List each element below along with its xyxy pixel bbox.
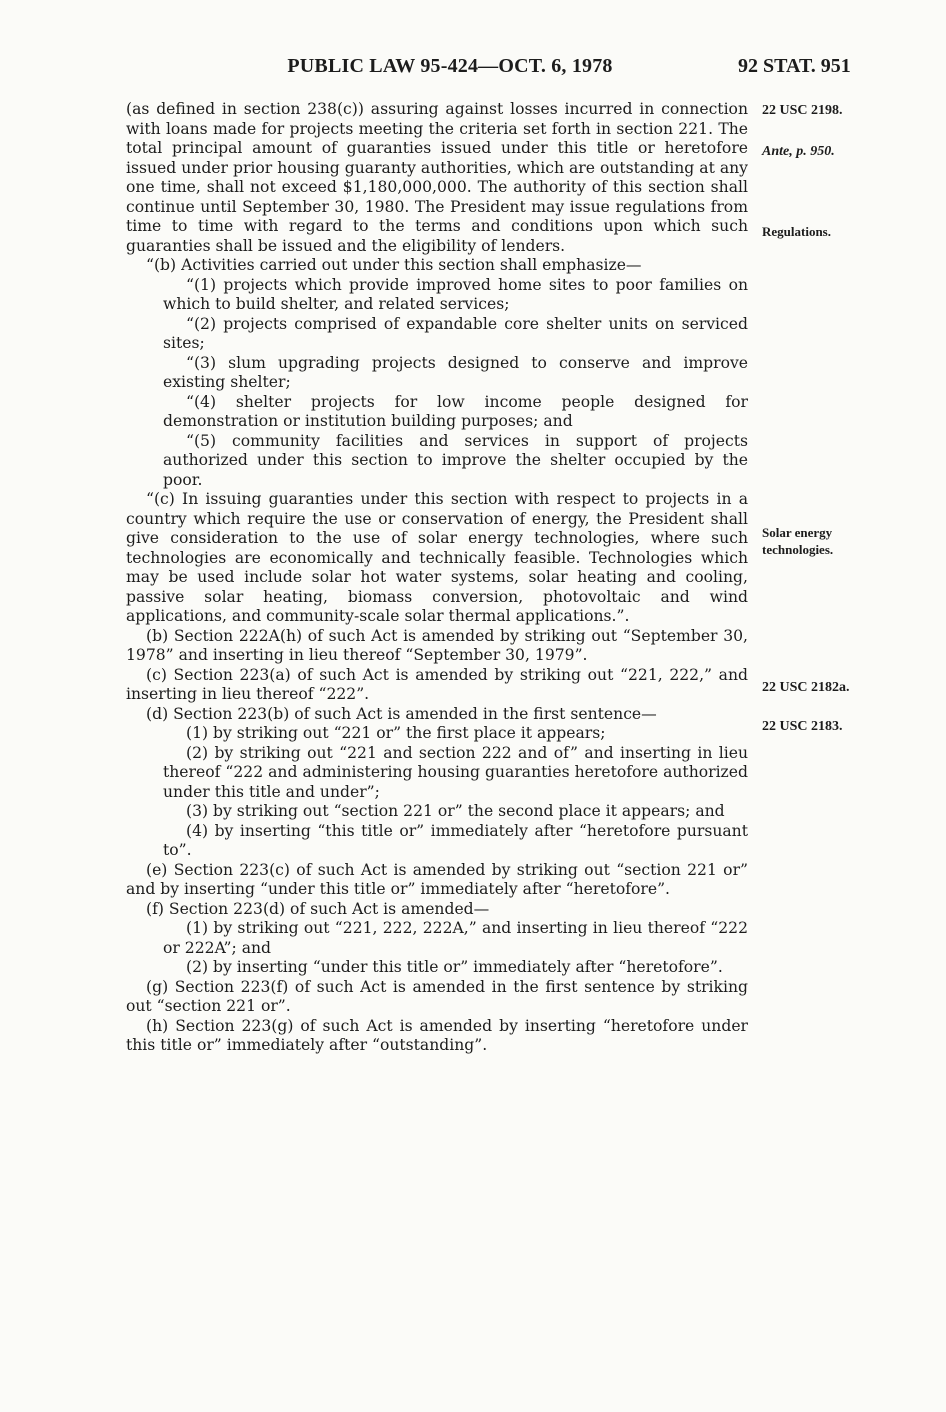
paragraph-amendment-f: (f) Section 223(d) of such Act is amended— xyxy=(146,899,490,918)
paragraph-d-4: (4) by inserting “this title or” immediately after “heretofore pursuant to”. xyxy=(163,821,748,859)
paragraph-amendment-h: (h) Section 223(g) of such Act is amended by inserting “heretofore under this title or” immediately after “outstanding”. xyxy=(126,1016,748,1054)
paragraph-f-2: (2) by inserting “under this title or” immediately after “heretofore”. xyxy=(186,958,723,976)
paragraph-subsection-b: “(b) Activities carried out under this section shall emphasize— xyxy=(146,256,642,274)
paragraph-amendment-b: (b) Section 222A(h) of such Act is amended by striking out “September 30, 1978” and inserting in lieu thereof “September 30, 1979”. xyxy=(126,626,748,664)
margin-note-22-usc-2183: 22 USC 2183. xyxy=(762,719,843,734)
paragraph-b-2: “(2) projects comprised of expandable core shelter units on serviced sites; xyxy=(163,314,748,352)
paragraph-d-3: (3) by striking out “section 221 or” the second place it appears; and xyxy=(186,802,725,820)
paragraph-b-5: “(5) community facilities and services in support of projects authorized under this section to improve the shelter occupied by the poor. xyxy=(163,431,748,489)
page-header-title: PUBLIC LAW 95-424—OCT. 6, 1978 xyxy=(287,55,613,77)
margin-note-regulations: Regulations. xyxy=(762,224,831,239)
margin-note-solar-energy: Solar energy xyxy=(762,525,833,540)
margin-note-22-usc-2198: 22 USC 2198. xyxy=(762,103,843,118)
margin-note-technologies: technologies. xyxy=(762,542,834,557)
paragraph-amendment-d: (d) Section 223(b) of such Act is amended in the first sentence— xyxy=(146,704,657,723)
paragraph-b-4: “(4) shelter projects for low income people designed for demonstration or institution building purposes; and xyxy=(163,392,748,430)
paragraph-amendment-c: (c) Section 223(a) of such Act is amended by striking out “221, 222,” and inserting in lieu thereof “222”. xyxy=(126,665,748,703)
paragraph-subsection-c-solar: “(c) In issuing guaranties under this section with respect to projects in a country which require the use or conservation of energy, the President shall give consideration to the use of solar energy technologies, where such technologies are economically and technically feasible. Technologies which may be used include solar hot water systems, solar heating and cooling, passive solar heating, biomass conversion, photovoltaic and wind applications, and community-scale solar thermal applications.”. xyxy=(126,490,748,625)
paragraph-b-1: “(1) projects which provide improved home sites to poor families on which to build shelter, and related services; xyxy=(163,275,748,313)
page-header-stat-number: 92 STAT. 951 xyxy=(738,55,851,77)
paragraph-b-3: “(3) slum upgrading projects designed to conserve and improve existing shelter; xyxy=(163,353,748,391)
statute-body-text xyxy=(126,100,748,1056)
paragraph-d-1: (1) by striking out “221 or” the first place it appears; xyxy=(186,724,606,742)
paragraph-f-1: (1) by striking out “221, 222, 222A,” and inserting in lieu thereof “222 or 222A”; and xyxy=(163,919,748,957)
paragraph-amendment-e: (e) Section 223(c) of such Act is amended by striking out “section 221 or” and by inserting “under this title or” immediately after “heretofore”. xyxy=(126,860,748,898)
paragraph-amendment-g: (g) Section 223(f) of such Act is amended in the first sentence by striking out “section 221 or”. xyxy=(126,977,748,1015)
paragraph-d-2: (2) by striking out “221 and section 222 and of” and inserting in lieu thereof “222 and administering housing guaranties heretofore authorized under this title and under”; xyxy=(163,743,748,801)
paragraph-guaranty-authority: (as defined in section 238(c)) assuring against losses incurred in connection with loans made for projects meeting the criteria set forth in section 221. The total principal amount of guaranties issued under this title or heretofore issued under prior housing guaranty authorities, which are outstanding at any one time, shall not exceed $1,180,000,000. The authority of this section shall continue until September 30, 1980. The President may issue regulations from time to time with regard to the terms and conditions upon which such guaranties shall be issued and the eligibility of lenders. xyxy=(126,100,748,255)
margin-note-22-usc-2182a: 22 USC 2182a. xyxy=(762,680,850,695)
margin-note-ante: Ante, p. 950. xyxy=(762,144,835,159)
